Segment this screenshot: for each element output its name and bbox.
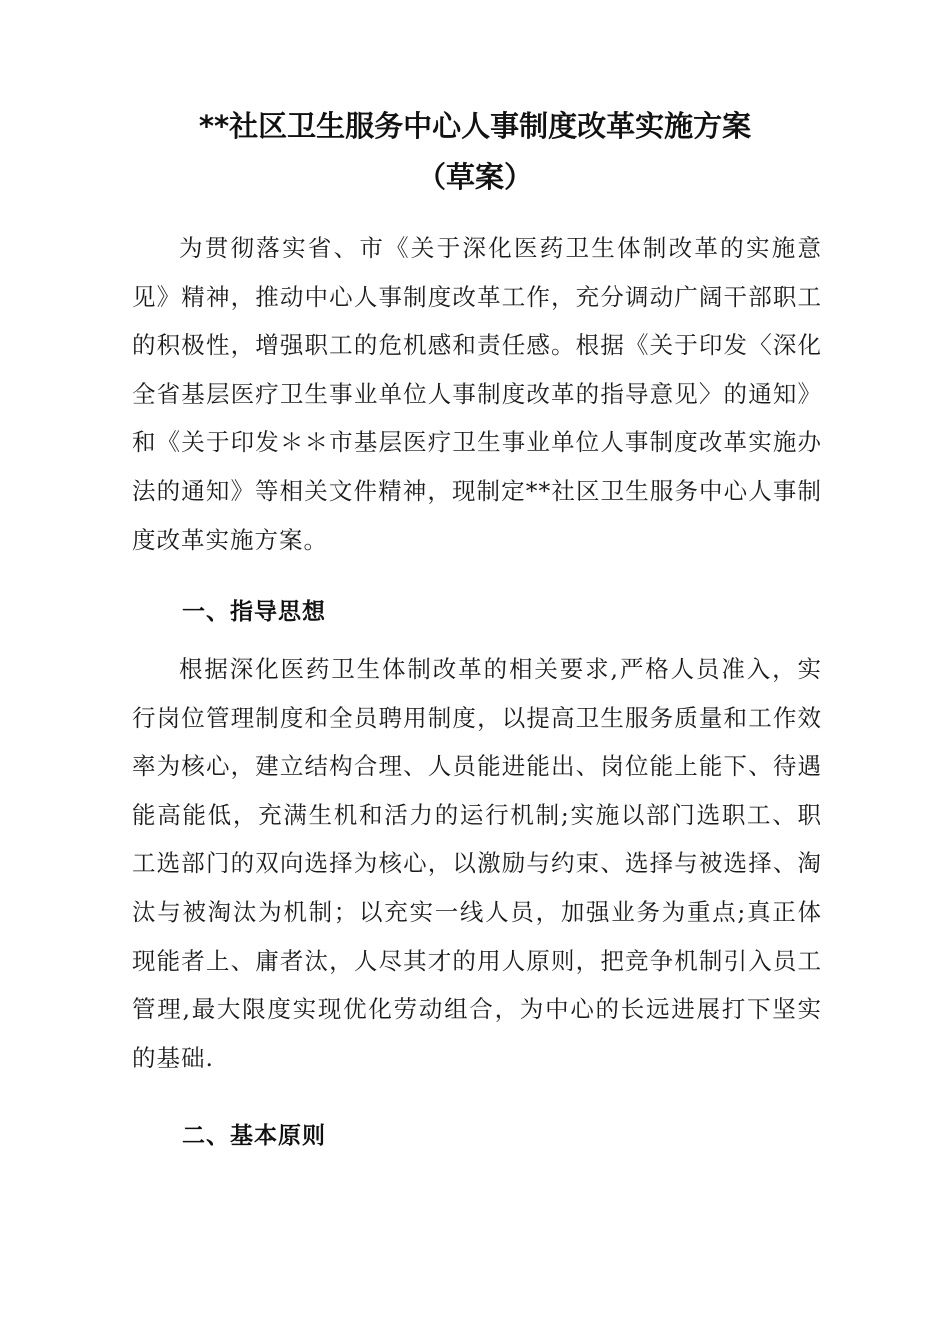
section-body-guiding-ideology: 根据深化医药卫生体制改革的相关要求,严格人员准入，实行岗位管理制度和全员聘用制度，以提高卫生服务质量和工作效率为核心，建立结构合理、人员能进能出、岗位能上能下、待遇能高能低，充满生机和活力的运行机制;实施以部门选职工、职工选部门的双向选择为核心，以激励与约束、选择与被选择、淘汰与被淘汰为机制；以充实一线人员，加强业务为重点;真正体现能者上、庸者汰，人尽其才的用人原则，把竞争机制引入员工管理,最大限度实现优化劳动组合，为中心的长远进展打下坚实的基础.	[132, 655, 822, 1072]
document-subtitle: （草案）	[416, 160, 533, 194]
document-title: **社区卫生服务中心人事制度改革实施方案	[198, 109, 752, 143]
section-heading-basic-principles: 二、基本原则	[182, 1123, 326, 1149]
section-heading-guiding-ideology: 一、指导思想	[182, 599, 326, 625]
intro-paragraph: 为贯彻落实省、市《关于深化医药卫生体制改革的实施意见》精神，推动中心人事制度改革工作，充分调动广阔干部职工的积极性，增强职工的危机感和责任感。根据《关于印发〈深化全省基层医疗卫生事业单位人事制度改革的指导意见〉的通知》和《关于印发＊＊市基层医疗卫生事业单位人事制度改革实施办法的通知》等相关文件精神，现制定**社区卫生服务中心人事制度改革实施方案。	[132, 234, 822, 554]
